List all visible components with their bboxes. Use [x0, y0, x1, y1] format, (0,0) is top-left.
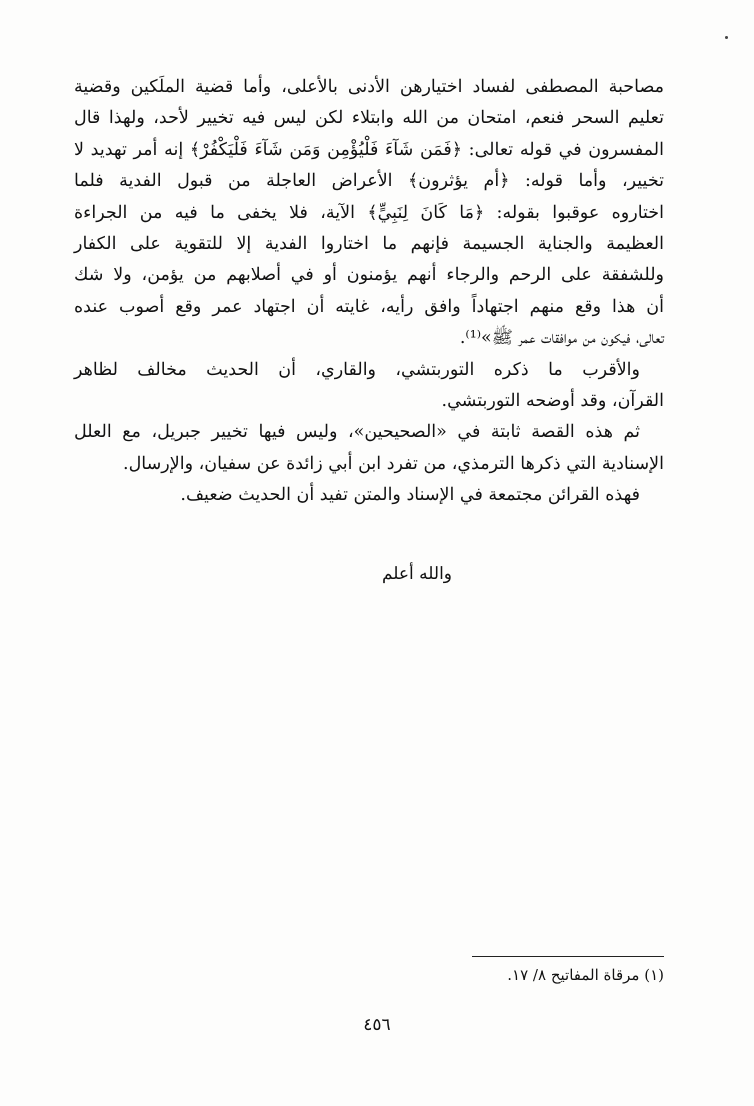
text-line: تعليم السحر فنعم، امتحان من الله وابتلاء لكن ليس فيه تخيير لأحد، ولهذا قال: [74, 108, 664, 129]
footnote: (١) مرقاة المفاتيح ٨/ ١٧.: [507, 966, 664, 984]
text-line: الإسنادية التي ذكرها الترمذي، من تفرد ابن أبي زائدة عن سفيان، والإرسال.: [123, 453, 664, 474]
paragraph-3: [74, 417, 664, 480]
text-line: المفسرون في قوله تعالى: ﴿فَمَن شَآءَ فَلْيُؤْمِن وَمَن شَآءَ فَلْيَكْفُرْ﴾ إنه أمر تهديد لا: [74, 139, 664, 160]
main-text: [74, 72, 664, 512]
scan-speck: [725, 36, 728, 39]
text-line: القرآن، وقد أوضحه التوربتشي.: [441, 391, 664, 412]
text-line: ثم هذه القصة ثابتة في «الصحيحين»، وليس فيها تخيير جبريل، مع العلل: [74, 422, 640, 443]
text-line: العظيمة والجناية الجسيمة فإنهم ما اختاروا الفدية إلا للتقوية على الكفار: [74, 234, 664, 255]
text-line: تخيير، وأما قوله: ﴿أم يؤثرون﴾ الأعراض العاجلة من قبول الفدية فلما: [74, 171, 664, 192]
text-line: تعالى، فيكون من موافقات عمر ﷺ»⁽¹⁾.: [459, 328, 664, 349]
text-line: وللشفقة على الرحم والرجاء أنهم يؤمنون أو في أصلابهم من يؤمن، ولا شك: [74, 265, 664, 286]
closing-phrase: [0, 564, 754, 584]
footnote-divider: [472, 956, 664, 957]
page-number: ٤٥٦: [363, 1015, 391, 1035]
paragraph-2: [74, 355, 664, 418]
paragraph-4: [74, 480, 664, 511]
text-line: اختاروه عوقبوا بقوله: ﴿مَا كَانَ لِنَبِيٍّ﴾ الآية، فلا يخفى ما فيه من الجراءة: [74, 202, 664, 223]
paragraph-1: [74, 72, 664, 355]
text-line: والأقرب ما ذكره التوربتشي، والقاري، أن الحديث مخالف لظاهر: [74, 359, 640, 380]
text-line: مصاحبة المصطفى لفساد اختيارهن الأدنى بالأعلى، وأما قضية الملَكين وقضية: [74, 77, 664, 97]
text-line: أن هذا وقع منهم اجتهاداً وافق رأيه، غايته أن اجتهاد عمر وقع أصوب عنده: [74, 296, 664, 317]
text-line: فهذه القرائن مجتمعة في الإسناد والمتن تفيد أن الحديث ضعيف.: [180, 485, 640, 506]
closing-text: والله أعلم: [381, 564, 453, 584]
